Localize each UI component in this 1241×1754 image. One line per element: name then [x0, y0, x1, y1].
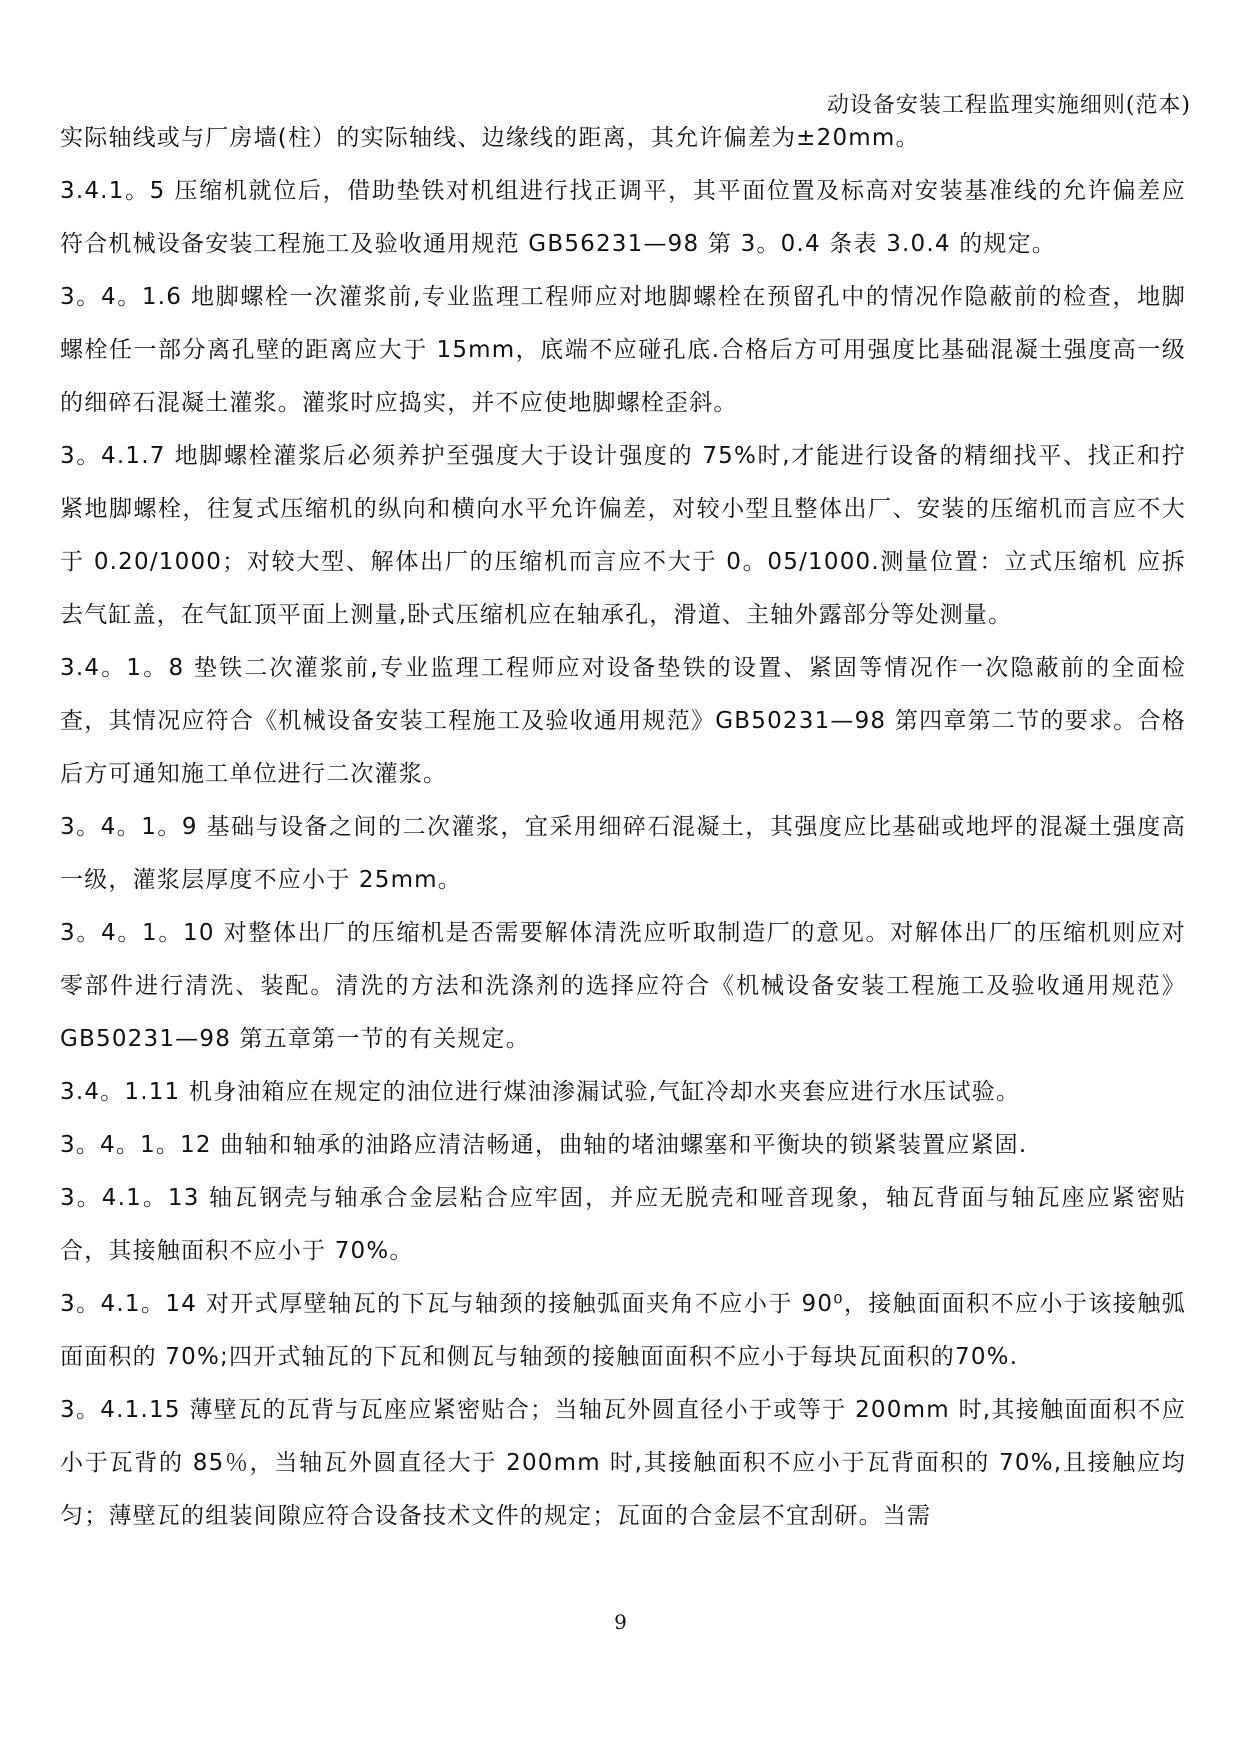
paragraph: 3。4.1。14 对开式厚壁轴瓦的下瓦与轴颈的接触弧面夹角不应小于 90⁰，接触面面积不应小于该接触弧面面积的 70%;四开式轴瓦的下瓦和侧瓦与轴颈的接触面面积不应小于每块瓦面积的70%.: [60, 1291, 1186, 1370]
paragraph: 3。4。1.6 地脚螺栓一次灌浆前,专业监理工程师应对地脚螺栓在预留孔中的情况作隐蔽前的检查，地脚螺栓任一部分离孔壁的距离应大于 15mm，底端不应碰孔底.合格后方可用强度比基础混凝土强度高一级的细碎石混凝土灌浆。灌浆时应捣实，并不应使地脚螺栓歪斜。: [60, 284, 1186, 416]
paragraph: 3。4.1.15 薄壁瓦的瓦背与瓦座应紧密贴合；当轴瓦外圆直径小于或等于 200mm 时,其接触面面积不应小于瓦背的 85％，当轴瓦外圆直径大于 200mm 时,其接触面积不应小于瓦背面积的 70%,且接触应均匀；薄壁瓦的组装间隙应符合设备技术文件的规定；瓦面的合金层不宜刮研。当需: [60, 1397, 1186, 1529]
paragraph: 3。4.1。13 轴瓦钢壳与轴承合金层粘合应牢固，并应无脱壳和哑音现象，轴瓦背面与轴瓦座应紧密贴合，其接触面积不应小于 70%。: [60, 1185, 1186, 1264]
body-text: [60, 112, 1186, 1543]
paragraph: 3。4。1。12 曲轴和轴承的油路应清洁畅通，曲轴的堵油螺塞和平衡块的锁紧装置应紧固.: [60, 1132, 1028, 1158]
paragraph: 3。4.1.7 地脚螺栓灌浆后必须养护至强度大于设计强度的 75%时,才能进行设备的精细找平、找正和拧紧地脚螺栓，往复式压缩机的纵向和横向水平允许偏差，对较小型且整体出厂、安装的压缩机而言应不大于 0.20/1000；对较大型、解体出厂的压缩机而言应不大于 0。05/1000.测量位置：立式压缩机 应拆去气缸盖，在气缸顶平面上测量,卧式压缩机应在轴承孔，滑道、主轴外露部分等处测量。: [60, 443, 1186, 628]
paragraph: 3.4.1。5 压缩机就位后，借助垫铁对机组进行找正调平，其平面位置及标高对安装基准线的允许偏差应符合机械设备安装工程施工及验收通用规范 GB56231—98 第 3。0.4 条表 3.0.4 的规定。: [60, 178, 1186, 257]
paragraph: 实际轴线或与厂房墙(柱）的实际轴线、边缘线的距离，其允许偏差为±20mm。: [60, 125, 920, 151]
paragraph: 3.4。1。8 垫铁二次灌浆前,专业监理工程师应对设备垫铁的设置、紧固等情况作一次隐蔽前的全面检查，其情况应符合《机械设备安装工程施工及验收通用规范》GB50231—98 第四章第二节的要求。合格后方可通知施工单位进行二次灌浆。: [60, 655, 1186, 787]
paragraph: 3。4。1。10 对整体出厂的压缩机是否需要解体清洗应听取制造厂的意见。对解体出厂的压缩机则应对零部件进行清洗、装配。清洗的方法和洗涤剂的选择应符合《机械设备安装工程施工及验收通用规范》GB50231—98 第五章第一节的有关规定。: [60, 920, 1186, 1052]
page-number: 9: [614, 1610, 627, 1634]
paragraph: 3。4。1。9 基础与设备之间的二次灌浆，宜采用细碎石混凝土，其强度应比基础或地坪的混凝土强度高一级，灌浆层厚度不应小于 25mm。: [60, 814, 1186, 893]
page-header: 动设备安装工程监理实施细则(范本): [826, 93, 1191, 118]
paragraph: 3.4。1.11 机身油箱应在规定的油位进行煤油渗漏试验,气缸冷却水夹套应进行水压试验。: [60, 1079, 1021, 1105]
